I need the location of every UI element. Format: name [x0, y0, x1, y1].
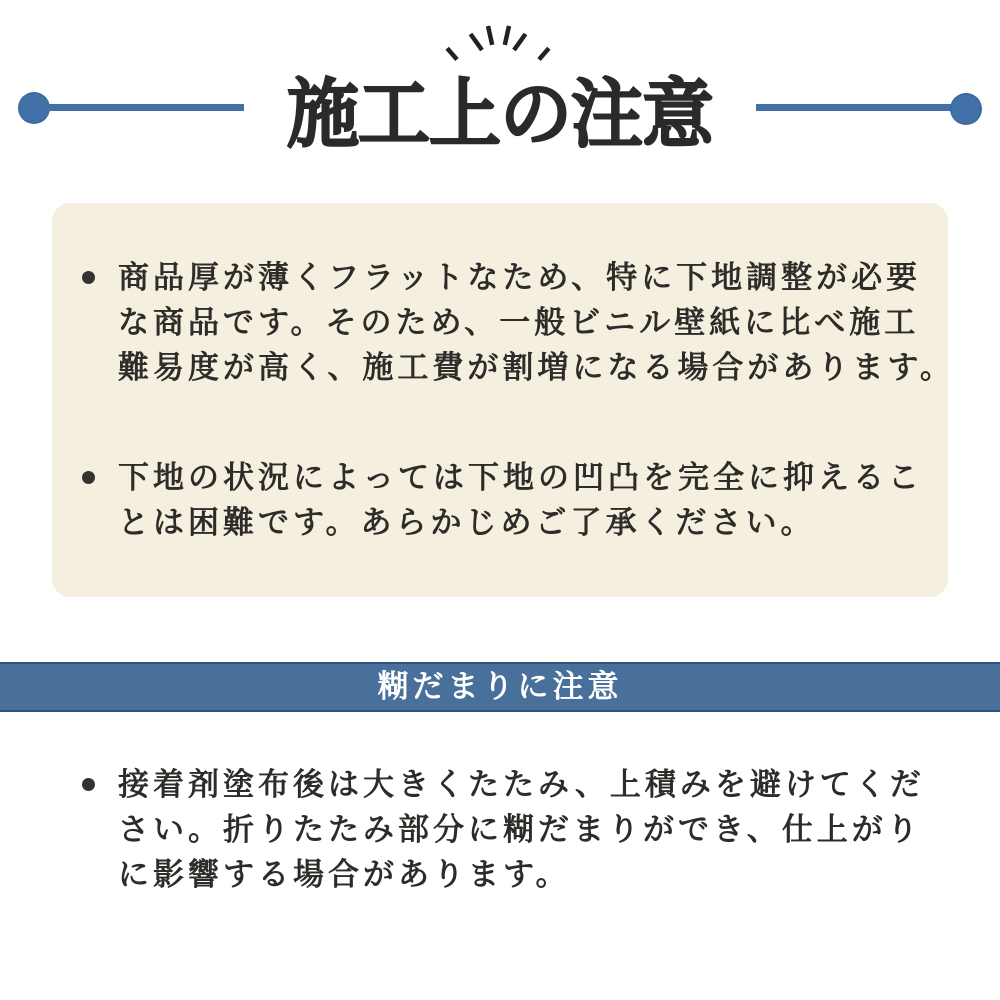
caution-note-1-line-3: 難易度が高く、施工費が割増になる場合があります。: [118, 350, 955, 385]
glue-note-1-line-3: に影響する場合があります。: [118, 857, 571, 892]
bullet-dot-icon: [82, 778, 95, 791]
glue-note-1-line-2: さい。折りたたみ部分に糊だまりができ、仕上がり: [118, 812, 922, 847]
caution-note-1-line-2: な商品です。そのため、一般ビニル壁紙に比べ施工: [118, 305, 920, 340]
bullet-dot-icon: [82, 271, 95, 284]
caution-note-1: [118, 255, 955, 390]
caution-note-1-line-1: 商品厚が薄くフラットなため、特に下地調整が必要: [118, 260, 922, 295]
glue-note-1-line-1: 接着剤塗布後は大きくたたみ、上積みを避けてくだ: [118, 767, 925, 802]
bullet-dot-icon: [82, 471, 95, 484]
title-rule-right: [756, 104, 956, 111]
glue-warning-banner: [0, 662, 1000, 712]
caution-note-2-line-2: とは困難です。あらかじめご了承ください。: [118, 505, 816, 540]
caution-note-2-line-1: 下地の状況によっては下地の凹凸を完全に抑えるこ: [118, 460, 923, 495]
sparkle-burst-icon: [437, 13, 559, 63]
title-rule-right-dot-icon: [950, 93, 982, 125]
glue-warning-banner-title: 糊だまりに注意: [377, 669, 623, 704]
page-title: 施工上の注意: [286, 73, 713, 157]
caution-note-2: [118, 455, 923, 545]
glue-note-1: [118, 762, 925, 897]
